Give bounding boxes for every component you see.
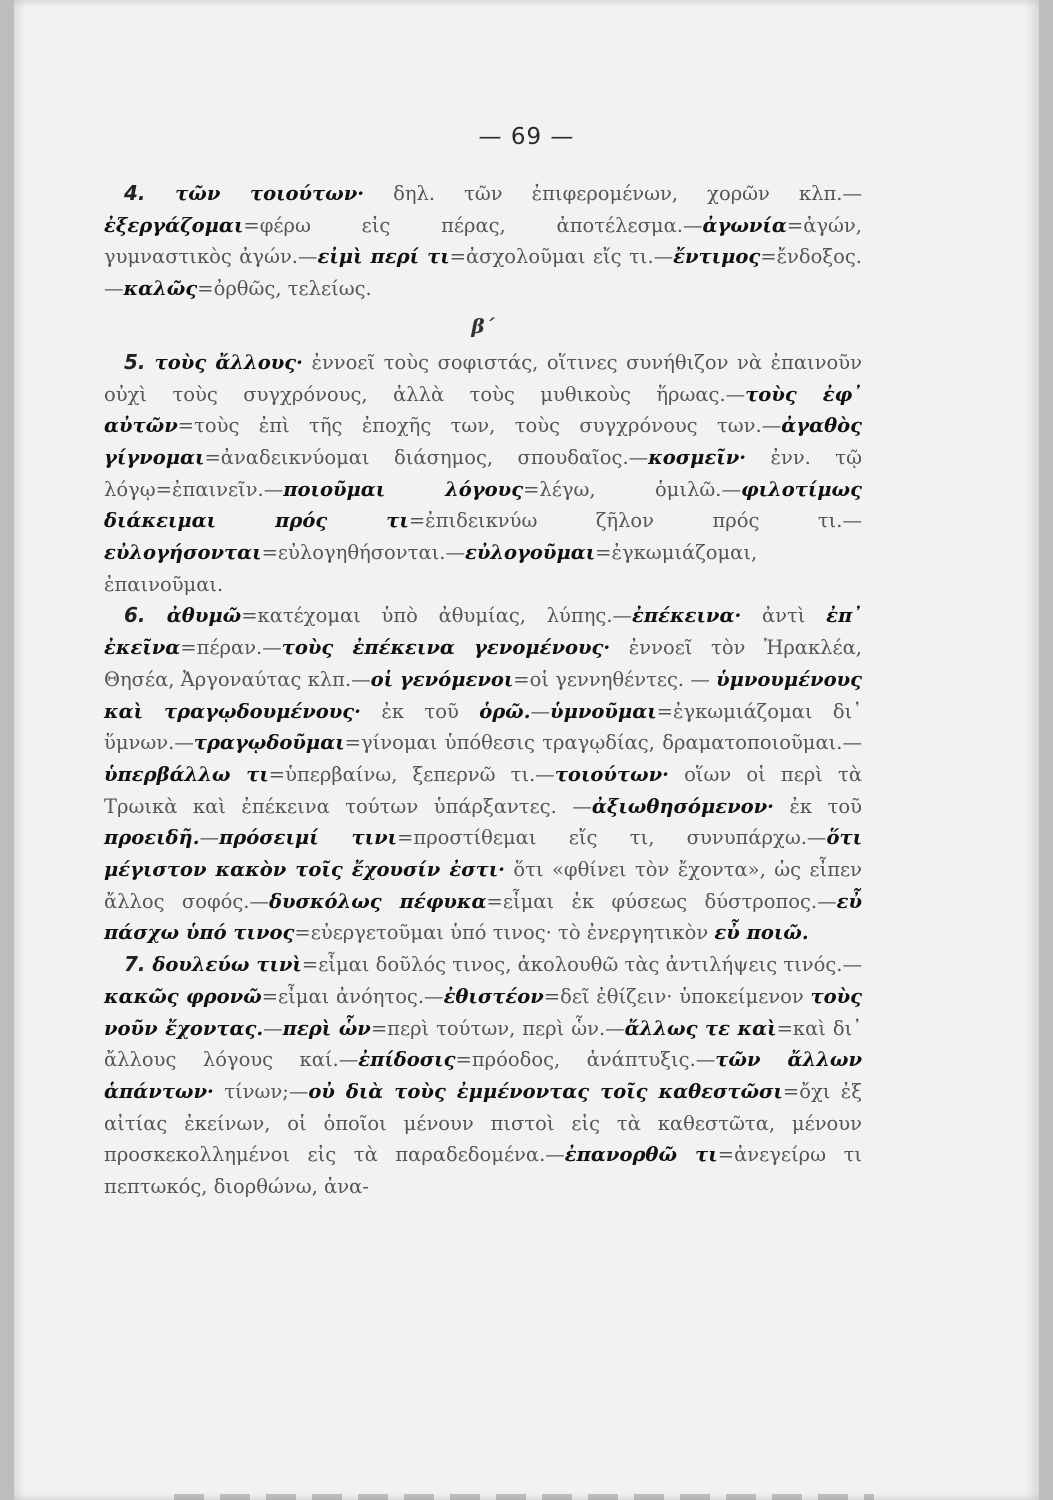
gloss-text: =πρόοδος, ἀνάπτυξις.— [455, 1048, 716, 1072]
gloss-text: =ὑπερβαίνω, ξεπερνῶ τι.— [268, 762, 555, 786]
gloss-text: ἀντὶ [741, 604, 827, 628]
gloss-text: =καὶ δι᾽ ἄλλους λόγους καί.— [104, 1016, 862, 1072]
gloss-text: =ἀσχολοῦμαι εἴς τι.— [449, 245, 674, 269]
lemma-term: κακῶς φρονῶ [104, 984, 262, 1008]
lemma-term: τοὺς ἐφ᾽ αὐτῶν [104, 382, 862, 438]
gloss-text: =ἀναδεικνύομαι διάσημος, σπουδαῖος.— [204, 445, 649, 469]
gloss-text: =ἐπιδεικνύω ζῆλον πρός τι.— [408, 509, 862, 533]
gloss-text: =ἔνδοξος.— [104, 245, 862, 301]
gloss-text: =ὄχι ἐξ αἰτίας ἐκείνων, οἱ ὁποῖοι μένουν πιστοὶ εἰς τὰ καθεστῶτα, μένουν προσκεκολλημένοι εἰς τὰ παραδεδομένα.— [104, 1079, 863, 1167]
gloss-text: =ἐγκωμιάζομαι, ἐπαινοῦμαι. [104, 541, 758, 596]
gloss-text: δηλ. τῶν ἐπιφερομένων, χορῶν κλπ.— [364, 182, 862, 205]
gloss-text: =προστίθεμαι εἴς τι, συνυπάρχω.— [397, 826, 827, 850]
gloss-text: =εἶμαι ἐκ φύσεως δύστροπος.— [486, 889, 837, 913]
gloss-text: =εἶμαι δοῦλός τινος, ἀκολουθῶ τὰς ἀντιλήψεις τινός.— [301, 953, 862, 977]
gloss-text: =εὐεργετοῦμαι ὑπό τινος· τὸ ἐνεργητικὸν [294, 921, 715, 945]
gloss-text: τίνων;— [213, 1079, 309, 1103]
lemma-term: εὖ πάσχω ὑπό τινος [104, 889, 863, 945]
gloss-text: ἐννοεῖ τὸν Ἡρακλέα, Θησέα, Ἀργοναύτας κλπ.— [104, 636, 862, 691]
gloss-text: =ἐγκωμιάζομαι δι᾽ ὕμνων.— [104, 699, 862, 755]
gloss-text: =οἱ γεννηθέντες. — [513, 667, 717, 691]
gloss-text: =ἀγών, γυμναστικὸς ἀγών.— [104, 213, 862, 269]
bottom-edge-bleed [174, 1494, 874, 1500]
lemma-term: τῶν τοιούτων· [145, 182, 365, 205]
note-number: 7. [124, 952, 146, 977]
gloss-text: ἐνν. τῷ λόγῳ=ἐπαινεῖν.— [104, 445, 862, 501]
lemma-term: ἐπίδοσις [358, 1048, 456, 1072]
gloss-text: =γίνομαι ὑπόθεσις τραγῳδίας, δραματοποιοῦμαι.— [344, 731, 862, 755]
lemma-term: δουλεύω τινὶ [145, 953, 302, 977]
lemma-term: τοιούτων· [554, 762, 669, 786]
lemma-term: δυσκόλως πέφυκα [268, 889, 487, 913]
lemma-term: οἱ γενόμενοι [370, 667, 514, 691]
lemma-term: εὐλογοῦμαι [464, 541, 596, 565]
gloss-text: — [199, 826, 220, 850]
lemma-term: πρόσειμί τινι [219, 826, 398, 850]
section-mark: β΄ [471, 313, 495, 338]
gloss-text: =πέραν.— [180, 636, 282, 660]
note-paragraph-5 [104, 347, 862, 601]
gloss-text: =κατέχομαι ὑπὸ ἀθυμίας, λύπης.— [241, 604, 633, 628]
lemma-term: προειδῆ. [104, 826, 200, 850]
gloss-text: ὅτι «φθίνει τὸν ἔχοντα», ὡς εἶπεν ἄλλος σοφός.— [104, 858, 862, 913]
gloss-text: =δεῖ ἐθίζειν· ὑποκείμενον [543, 984, 811, 1008]
note-number: 6. [124, 603, 146, 628]
lemma-term: ποιοῦμαι λόγους [283, 477, 524, 501]
page-number: — 69 — [478, 124, 575, 150]
gloss-text: =εὐλογηθήσονται.— [261, 541, 465, 565]
note-number: 5. [124, 349, 146, 374]
note-paragraph-6 [104, 600, 862, 949]
gloss-text: =εἶμαι ἀνόητος.— [261, 984, 444, 1008]
page-text [104, 178, 862, 1203]
lemma-term: καλῶς [123, 277, 198, 301]
gloss-text: ἐννοεῖ τοὺς σοφιστάς, οἵτινες συνήθιζον νὰ ἐπαινοῦν οὐχὶ τοὺς συγχρόνους, ἀλλὰ τοὺς μυθικοὺς ἥρωας.— [104, 350, 862, 406]
gloss-text: — [263, 1016, 283, 1040]
lemma-term: ἔντιμος [673, 245, 761, 269]
lemma-term: ἐπέκεινα· [632, 604, 742, 628]
lemma-term: τῶν ἄλλων ἁπάντων· [104, 1048, 862, 1103]
gloss-text: =ὀρθῶς, τελείως. [197, 277, 372, 301]
lemma-term: ἐθιστέον [443, 984, 544, 1008]
lemma-term: τραγῳδοῦμαι [193, 731, 345, 755]
lemma-term: ἀγωνία [702, 213, 787, 237]
gloss-text: =περὶ τούτων, περὶ ὧν.— [370, 1016, 625, 1040]
lemma-term: φιλοτίμως διάκειμαι πρός τι [104, 477, 862, 533]
lemma-term: ὑπερβάλλω τι [104, 762, 269, 786]
lemma-term: ἐπ᾽ ἐκεῖνα [104, 604, 862, 660]
gloss-text: ἐκ τοῦ [773, 794, 862, 818]
lemma-term: ἄλλως τε καὶ [624, 1016, 777, 1040]
lemma-term: ἀγαθὸς γίγνομαι [104, 414, 862, 469]
book-page [14, 0, 1039, 1500]
note-number: 4. [124, 181, 146, 205]
lemma-term: ὑμνουμένους καὶ τραγῳδουμένους· [104, 667, 862, 723]
lemma-term: εὖ ποιῶ. [714, 921, 809, 945]
lemma-term: τοὺς ἐπέκεινα γενομένους· [281, 636, 611, 660]
gloss-text: =φέρω εἰς πέρας, ἀποτέλεσμα.— [243, 213, 703, 237]
lemma-term: ἀξιωθησόμενον· [591, 794, 774, 818]
lemma-term: ὑμνοῦμαι [550, 699, 657, 723]
lemma-term: κοσμεῖν· [648, 445, 747, 469]
gloss-text: ἐκ τοῦ [360, 699, 480, 723]
gloss-text: =ἀνεγείρω τι πεπτωκός, διορθώνω, ἀνα- [104, 1143, 863, 1199]
lemma-term: ὁρῶ. [479, 699, 531, 723]
lemma-term: ἐξεργάζομαι [104, 213, 244, 237]
lemma-term: περὶ ὧν [282, 1016, 371, 1040]
gloss-text: — [530, 699, 551, 723]
lemma-term: ὅτι μέγιστον κακὸν τοῖς ἔχουσίν ἐστι· [104, 826, 863, 882]
lemma-term: τοὺς ἄλλους· [145, 350, 303, 374]
gloss-text: =τοὺς ἐπὶ τῆς ἐποχῆς των, τοὺς συγχρόνους των.— [177, 414, 782, 438]
gloss-text: =λέγω, ὁμιλῶ.— [523, 477, 741, 501]
note-paragraph-4 [104, 178, 862, 305]
lemma-term: ἐπανορθῶ τι [564, 1143, 718, 1167]
lemma-term: εἰμὶ περί τι [317, 245, 450, 269]
lemma-term: τοὺς νοῦν ἔχοντας. [104, 984, 862, 1040]
lemma-term: εὐλογήσονται [104, 541, 262, 565]
lemma-term: οὐ διὰ τοὺς ἐμμένοντας τοῖς καθεστῶσι [308, 1079, 783, 1103]
gloss-text: οἵων οἱ περὶ τὰ Τρωικὰ καὶ ἐπέκεινα τούτων ὑπάρξαντες. — [104, 762, 863, 818]
note-paragraph-7 [104, 949, 862, 1203]
lemma-term: ἀθυμῶ [145, 604, 242, 628]
